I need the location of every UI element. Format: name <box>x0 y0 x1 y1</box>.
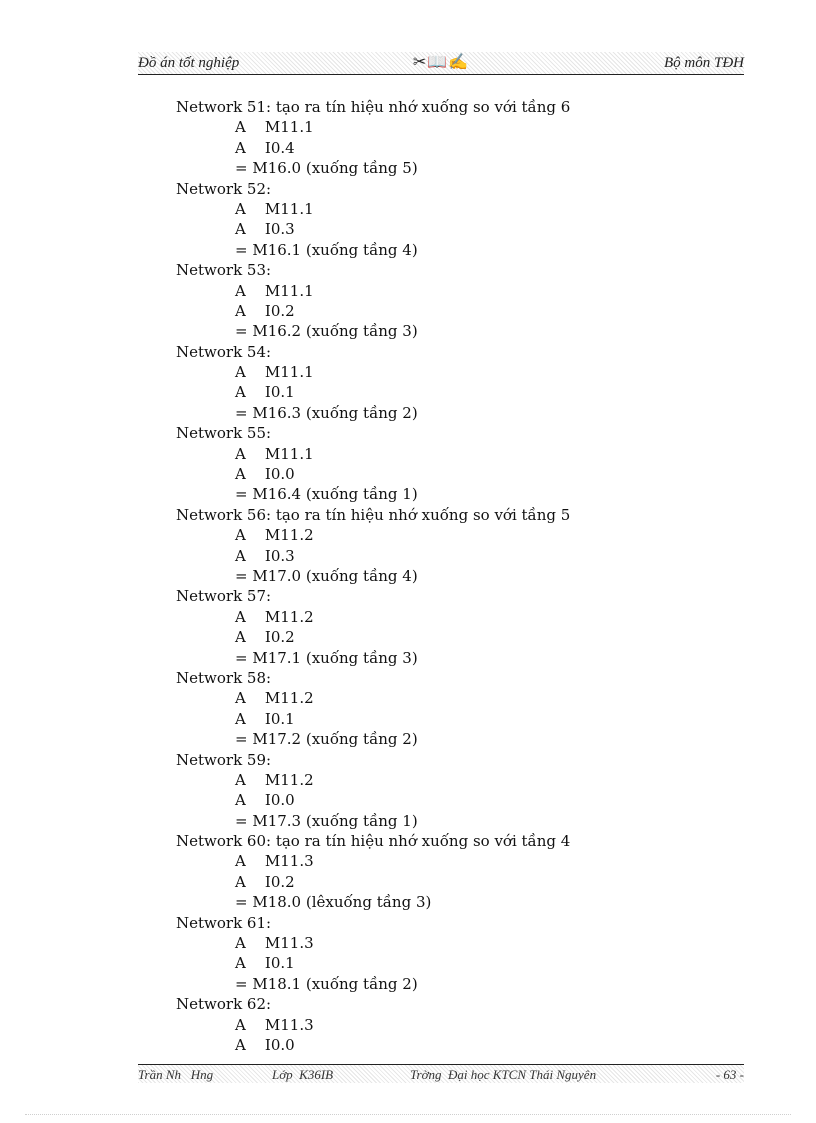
instruction-line: A I0.1 <box>235 954 295 973</box>
instruction-line: = M16.3 (xuống tầng 2) <box>235 403 418 422</box>
instruction-line: A I0.0 <box>235 791 295 810</box>
instruction-line: A I0.3 <box>235 546 295 565</box>
network-heading: Network 62: <box>176 995 272 1014</box>
instruction-line: A I0.1 <box>235 709 295 728</box>
instruction-line: = M18.1 (xuống tầng 2) <box>235 974 418 993</box>
footer-class: Lớp K36IB <box>272 1067 334 1082</box>
network-heading: Network 61: <box>176 913 272 932</box>
instruction-line: = M17.1 (xuống tầng 3) <box>235 648 418 667</box>
instruction-line: A I0.2 <box>235 628 295 647</box>
instruction-line: A I0.2 <box>235 301 295 320</box>
instruction-line: = M17.2 (xuống tầng 2) <box>235 730 418 749</box>
instruction-line: A M11.3 <box>235 934 314 953</box>
instruction-line: A M11.1 <box>235 199 314 218</box>
network-heading: Network 53: <box>176 261 272 280</box>
instruction-line: = M18.0 (lêxuống tầng 3) <box>235 893 432 912</box>
network-heading: Network 59: <box>176 750 272 769</box>
instruction-line: A M11.1 <box>235 281 314 300</box>
page-number: - 63 - <box>715 1067 744 1082</box>
instruction-line: A M11.2 <box>235 770 314 789</box>
instruction-line: = M16.0 (xuống tầng 5) <box>235 159 418 178</box>
network-heading: Network 57: <box>176 587 272 606</box>
network-heading: Network 55: <box>176 424 272 443</box>
header-left-title: Đồ án tốt nghiệp <box>138 55 240 71</box>
document-body <box>176 97 570 1055</box>
network-heading: Network 58: <box>176 668 272 687</box>
instruction-line: A M11.3 <box>235 1015 314 1034</box>
instruction-line: A I0.0 <box>235 1035 295 1054</box>
instruction-line: A M11.1 <box>235 444 314 463</box>
instruction-line: A I0.3 <box>235 220 295 239</box>
instruction-line: A M11.1 <box>235 363 314 382</box>
instruction-line: A M11.2 <box>235 526 314 545</box>
instruction-line: = M17.3 (xuống tầng 1) <box>235 811 418 830</box>
network-heading: Network 56: tạo ra tín hiệu nhớ xuống so với tầng 5 <box>176 505 571 524</box>
instruction-line: = M17.0 (xuống tầng 4) <box>235 566 418 585</box>
book-ornament-icon: ✂📖✍ <box>412 54 470 71</box>
instruction-line: A M11.2 <box>235 607 314 626</box>
instruction-line: A M11.2 <box>235 689 314 708</box>
page-footer <box>138 1064 744 1083</box>
instruction-line: A M11.1 <box>235 118 314 137</box>
network-heading: Network 51: tạo ra tín hiệu nhớ xuống so với tầng 6 <box>176 98 571 116</box>
network-heading: Network 52: <box>176 179 272 198</box>
instruction-line: A I0.0 <box>235 465 295 484</box>
instruction-line: = M16.2 (xuống tầng 3) <box>235 322 418 341</box>
instruction-line: A I0.1 <box>235 383 295 402</box>
header-right-title: Bộ môn TĐH <box>663 55 744 71</box>
footer-school: Trờng Đại học KTCN Thái Nguyên <box>410 1067 597 1082</box>
page-bottom-divider <box>25 1114 791 1115</box>
instruction-line: A M11.3 <box>235 852 314 871</box>
network-heading: Network 60: tạo ra tín hiệu nhớ xuống so với tầng 4 <box>176 832 571 851</box>
page-header <box>138 52 744 75</box>
instruction-line: = M16.1 (xuống tầng 4) <box>235 240 418 259</box>
instruction-line: = M16.4 (xuống tầng 1) <box>235 485 418 504</box>
footer-author: Trần Nh Hng <box>138 1067 214 1082</box>
network-heading: Network 54: <box>176 342 272 361</box>
instruction-line: A I0.2 <box>235 872 295 891</box>
instruction-line: A I0.4 <box>235 138 295 157</box>
